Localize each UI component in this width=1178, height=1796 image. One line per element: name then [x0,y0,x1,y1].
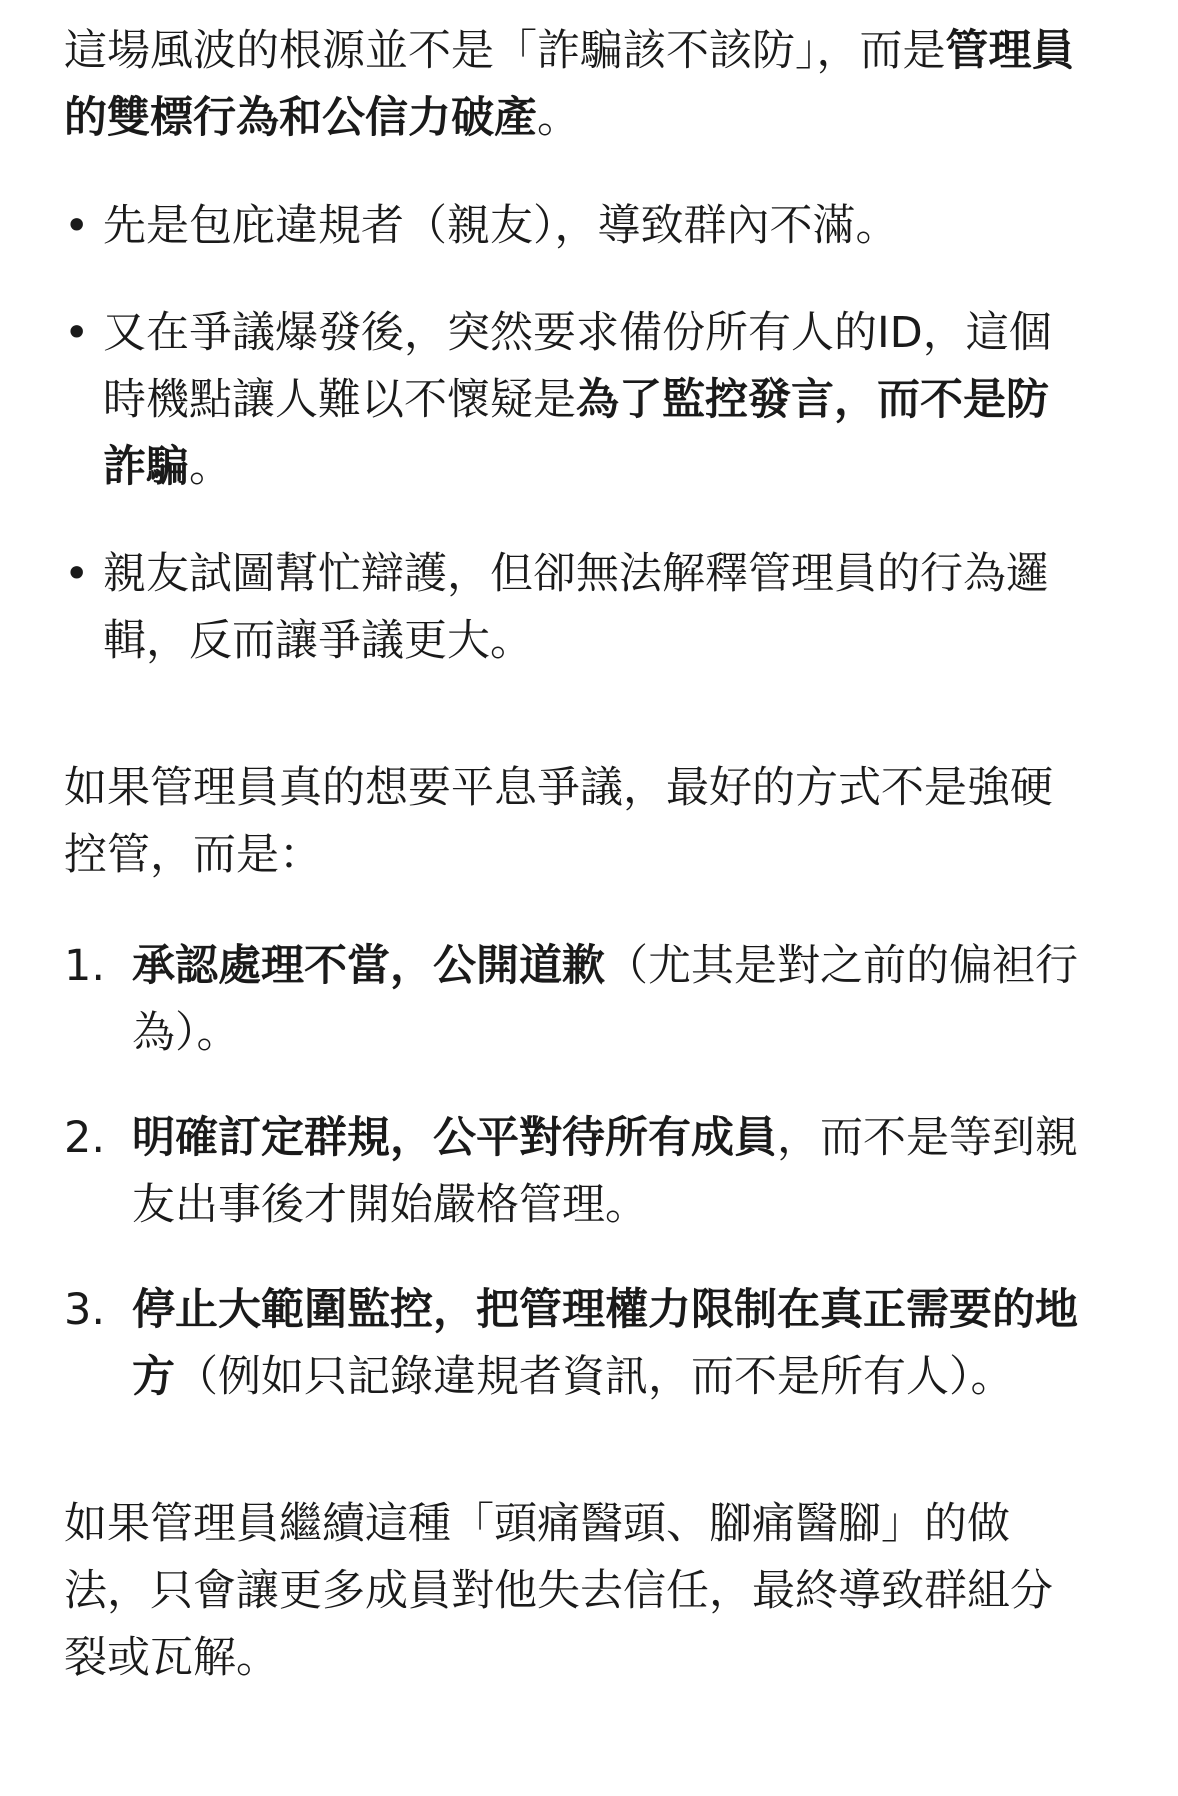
bullet-text: 先是包庇違規者（親友），導致群內不滿。 [103,201,899,251]
conclusion-paragraph: 如果管理員繼續這種「頭痛醫頭、腳痛醫腳」的做法，只會讓更多成員對他失去信任，最終導致群組分裂或瓦解。 [64,1499,1053,1683]
item-number: 2. [64,1113,106,1163]
bullet-list [64,193,1084,675]
bullet-item [64,300,1084,501]
bullet-text: 又在爭議爆發後，突然要求備份所有人的ID，這個時機點讓人難以不懷疑是 [103,308,1052,425]
bullet-item [64,193,1084,260]
numbered-item [64,1277,1084,1411]
item-bold-text: 承認處理不當，公開道歉 [132,941,605,991]
item-number: 1. [64,941,106,991]
message-content [64,18,1084,1692]
intro-bold-text: 管理員的雙標行為和公信力破產 [64,26,1075,143]
item-text: （尤其是對之前的偏袒行為）。 [132,941,1078,1058]
bullet-marker: • [64,308,90,358]
item-text: ，而不是等到親友出事後才開始嚴格管理。 [132,1113,1078,1230]
bullet-item [64,541,1084,675]
numbered-item [64,933,1084,1067]
intro-text: 這場風波的根源並不是「詐騙該不該防」，而是 [64,26,946,76]
bullet-bold-text: 為了監控發言，而不是防詐騙 [103,375,1049,492]
bullet-marker: • [64,201,90,251]
item-number: 3. [64,1285,106,1335]
bullet-text-end: 。 [189,442,232,492]
suggestion-intro-paragraph: 如果管理員真的想要平息爭議，最好的方式不是強硬控管，而是： [64,763,1053,880]
numbered-list [64,933,1084,1411]
item-bold-text: 停止大範圍監控，把管理權力限制在真正需要的地方 [132,1285,1078,1402]
intro-paragraph [64,18,1084,152]
item-bold-text: 明確訂定群規，公平對待所有成員 [132,1113,777,1163]
intro-text-end: 。 [537,93,580,143]
bullet-marker: • [64,549,90,599]
numbered-item [64,1105,1084,1239]
bullet-text: 親友試圖幫忙辯護，但卻無法解釋管理員的行為邏輯，反而讓爭議更大。 [103,549,1049,666]
item-text: （例如只記錄違規者資訊，而不是所有人）。 [175,1352,1014,1402]
